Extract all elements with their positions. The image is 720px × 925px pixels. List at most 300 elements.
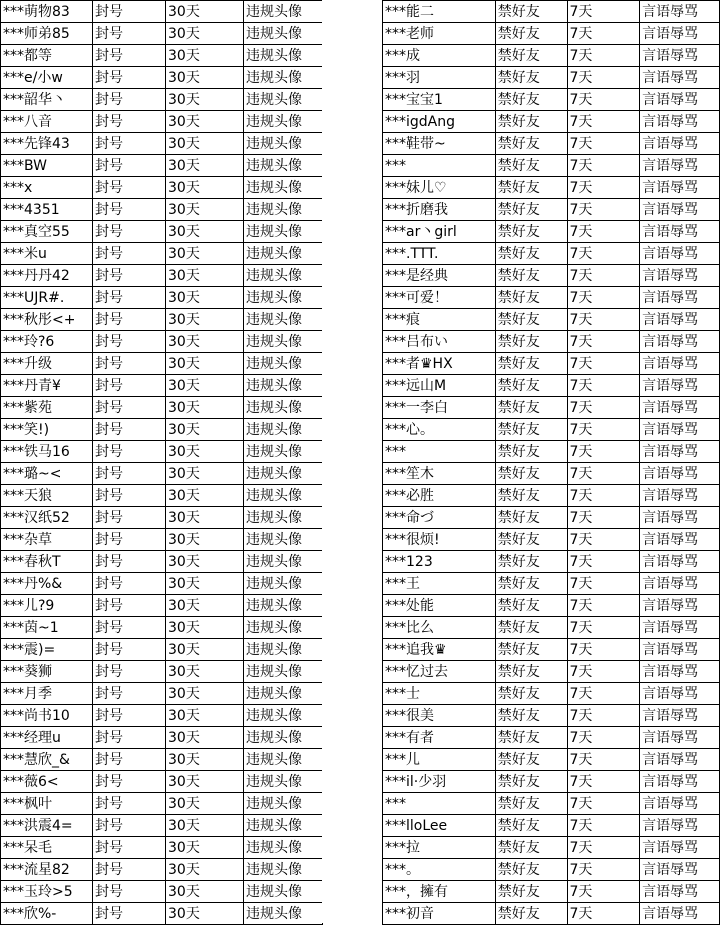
username-cell[interactable]: ***拉 [383, 837, 496, 859]
username-cell[interactable]: ***璐~< [1, 463, 93, 485]
penalty-type-cell[interactable]: 封号 [93, 23, 166, 45]
duration-cell[interactable]: 30天 [166, 111, 244, 133]
duration-cell[interactable]: 7天 [567, 265, 640, 287]
penalty-type-cell[interactable]: 封号 [93, 815, 166, 837]
duration-cell[interactable]: 30天 [166, 529, 244, 551]
username-cell[interactable]: ***远山M [383, 375, 496, 397]
username-cell[interactable]: ***123 [383, 551, 496, 573]
penalty-type-cell[interactable]: 禁好友 [495, 727, 567, 749]
reason-cell[interactable]: 言语辱骂 [640, 881, 720, 903]
penalty-type-cell[interactable]: 封号 [93, 177, 166, 199]
penalty-type-cell[interactable]: 封号 [93, 749, 166, 771]
reason-cell[interactable]: 言语辱骂 [640, 397, 720, 419]
duration-cell[interactable]: 7天 [567, 111, 640, 133]
username-cell[interactable]: ***米u [1, 243, 93, 265]
username-cell[interactable]: ***流星82 [1, 859, 93, 881]
reason-cell[interactable]: 违规头像 [244, 595, 323, 617]
reason-cell[interactable]: 言语辱骂 [640, 1, 720, 23]
username-cell[interactable]: *** [383, 441, 496, 463]
duration-cell[interactable]: 7天 [567, 463, 640, 485]
penalty-type-cell[interactable]: 封号 [93, 397, 166, 419]
username-cell[interactable]: ***比么 [383, 617, 496, 639]
username-cell[interactable]: ***处能 [383, 595, 496, 617]
penalty-type-cell[interactable]: 封号 [93, 287, 166, 309]
username-cell[interactable]: ***真空55 [1, 221, 93, 243]
reason-cell[interactable]: 违规头像 [244, 67, 323, 89]
penalty-type-cell[interactable]: 封号 [93, 551, 166, 573]
reason-cell[interactable]: 违规头像 [244, 243, 323, 265]
penalty-type-cell[interactable]: 禁好友 [495, 705, 567, 727]
username-cell[interactable]: *** [383, 155, 496, 177]
reason-cell[interactable]: 言语辱骂 [640, 683, 720, 705]
duration-cell[interactable]: 30天 [166, 705, 244, 727]
penalty-type-cell[interactable]: 封号 [93, 595, 166, 617]
username-cell[interactable]: ***初音 [383, 903, 496, 925]
reason-cell[interactable]: 违规头像 [244, 375, 323, 397]
duration-cell[interactable]: 7天 [567, 837, 640, 859]
username-cell[interactable]: ***鞋带~ [383, 133, 496, 155]
reason-cell[interactable]: 言语辱骂 [640, 529, 720, 551]
duration-cell[interactable]: 7天 [567, 331, 640, 353]
reason-cell[interactable]: 违规头像 [244, 793, 323, 815]
reason-cell[interactable]: 言语辱骂 [640, 771, 720, 793]
duration-cell[interactable]: 30天 [166, 441, 244, 463]
reason-cell[interactable]: 违规头像 [244, 177, 323, 199]
username-cell[interactable]: ***王 [383, 573, 496, 595]
duration-cell[interactable]: 30天 [166, 243, 244, 265]
duration-cell[interactable]: 30天 [166, 551, 244, 573]
duration-cell[interactable]: 7天 [567, 397, 640, 419]
penalty-type-cell[interactable]: 禁好友 [495, 1, 567, 23]
duration-cell[interactable]: 30天 [166, 45, 244, 67]
username-cell[interactable]: ***经理u [1, 727, 93, 749]
reason-cell[interactable]: 言语辱骂 [640, 705, 720, 727]
duration-cell[interactable]: 7天 [567, 749, 640, 771]
duration-cell[interactable]: 30天 [166, 463, 244, 485]
reason-cell[interactable]: 违规头像 [244, 573, 323, 595]
penalty-type-cell[interactable]: 禁好友 [495, 881, 567, 903]
penalty-type-cell[interactable]: 禁好友 [495, 815, 567, 837]
username-cell[interactable]: ***命づ [383, 507, 496, 529]
reason-cell[interactable]: 言语辱骂 [640, 793, 720, 815]
username-cell[interactable]: ***尚书10 [1, 705, 93, 727]
reason-cell[interactable]: 言语辱骂 [640, 903, 720, 925]
username-cell[interactable]: ***震)= [1, 639, 93, 661]
username-cell[interactable]: ***儿 [383, 749, 496, 771]
duration-cell[interactable]: 7天 [567, 155, 640, 177]
duration-cell[interactable]: 30天 [166, 837, 244, 859]
duration-cell[interactable]: 30天 [166, 1, 244, 23]
username-cell[interactable]: ***老师 [383, 23, 496, 45]
penalty-type-cell[interactable]: 封号 [93, 771, 166, 793]
penalty-type-cell[interactable]: 禁好友 [495, 397, 567, 419]
penalty-type-cell[interactable]: 禁好友 [495, 441, 567, 463]
duration-cell[interactable]: 7天 [567, 133, 640, 155]
duration-cell[interactable]: 7天 [567, 419, 640, 441]
duration-cell[interactable]: 30天 [166, 419, 244, 441]
penalty-type-cell[interactable]: 禁好友 [495, 309, 567, 331]
username-cell[interactable]: ***宝宝1 [383, 89, 496, 111]
penalty-type-cell[interactable]: 禁好友 [495, 45, 567, 67]
duration-cell[interactable]: 30天 [166, 749, 244, 771]
penalty-type-cell[interactable]: 封号 [93, 683, 166, 705]
penalty-type-cell[interactable]: 禁好友 [495, 793, 567, 815]
username-cell[interactable]: ***洪震4= [1, 815, 93, 837]
reason-cell[interactable]: 违规头像 [244, 265, 323, 287]
duration-cell[interactable]: 30天 [166, 353, 244, 375]
reason-cell[interactable]: 言语辱骂 [640, 133, 720, 155]
reason-cell[interactable]: 违规头像 [244, 309, 323, 331]
penalty-type-cell[interactable]: 禁好友 [495, 661, 567, 683]
duration-cell[interactable]: 7天 [567, 881, 640, 903]
username-cell[interactable]: ***必胜 [383, 485, 496, 507]
penalty-type-cell[interactable]: 封号 [93, 353, 166, 375]
reason-cell[interactable]: 言语辱骂 [640, 353, 720, 375]
penalty-type-cell[interactable]: 封号 [93, 727, 166, 749]
duration-cell[interactable]: 7天 [567, 485, 640, 507]
reason-cell[interactable]: 言语辱骂 [640, 859, 720, 881]
duration-cell[interactable]: 30天 [166, 507, 244, 529]
penalty-type-cell[interactable]: 封号 [93, 375, 166, 397]
username-cell[interactable]: ***羽 [383, 67, 496, 89]
duration-cell[interactable]: 30天 [166, 661, 244, 683]
username-cell[interactable]: ***il·少羽 [383, 771, 496, 793]
reason-cell[interactable]: 违规头像 [244, 881, 323, 903]
penalty-type-cell[interactable]: 封号 [93, 705, 166, 727]
reason-cell[interactable]: 违规头像 [244, 463, 323, 485]
penalty-type-cell[interactable]: 禁好友 [495, 89, 567, 111]
reason-cell[interactable]: 违规头像 [244, 749, 323, 771]
penalty-type-cell[interactable]: 禁好友 [495, 683, 567, 705]
duration-cell[interactable]: 30天 [166, 903, 244, 925]
reason-cell[interactable]: 违规头像 [244, 771, 323, 793]
penalty-type-cell[interactable]: 封号 [93, 903, 166, 925]
reason-cell[interactable]: 违规头像 [244, 111, 323, 133]
duration-cell[interactable]: 7天 [567, 903, 640, 925]
username-cell[interactable]: *** [383, 793, 496, 815]
username-cell[interactable]: ***枫叶 [1, 793, 93, 815]
penalty-type-cell[interactable]: 禁好友 [495, 485, 567, 507]
duration-cell[interactable]: 7天 [567, 243, 640, 265]
reason-cell[interactable]: 违规头像 [244, 1, 323, 23]
reason-cell[interactable]: 言语辱骂 [640, 331, 720, 353]
duration-cell[interactable]: 30天 [166, 397, 244, 419]
duration-cell[interactable]: 30天 [166, 309, 244, 331]
reason-cell[interactable]: 言语辱骂 [640, 309, 720, 331]
penalty-type-cell[interactable]: 禁好友 [495, 199, 567, 221]
username-cell[interactable]: ***有者 [383, 727, 496, 749]
reason-cell[interactable]: 言语辱骂 [640, 463, 720, 485]
username-cell[interactable]: ***铁马16 [1, 441, 93, 463]
username-cell[interactable]: ***4351 [1, 199, 93, 221]
penalty-type-cell[interactable]: 封号 [93, 133, 166, 155]
username-cell[interactable]: ***一李白 [383, 397, 496, 419]
penalty-type-cell[interactable]: 封号 [93, 67, 166, 89]
duration-cell[interactable]: 30天 [166, 859, 244, 881]
reason-cell[interactable]: 言语辱骂 [640, 441, 720, 463]
duration-cell[interactable]: 30天 [166, 617, 244, 639]
reason-cell[interactable]: 言语辱骂 [640, 551, 720, 573]
reason-cell[interactable]: 言语辱骂 [640, 661, 720, 683]
username-cell[interactable]: ***天狼 [1, 485, 93, 507]
penalty-type-cell[interactable]: 封号 [93, 155, 166, 177]
penalty-type-cell[interactable]: 封号 [93, 265, 166, 287]
penalty-type-cell[interactable]: 封号 [93, 859, 166, 881]
reason-cell[interactable]: 言语辱骂 [640, 265, 720, 287]
penalty-type-cell[interactable]: 禁好友 [495, 419, 567, 441]
penalty-type-cell[interactable]: 封号 [93, 639, 166, 661]
penalty-type-cell[interactable]: 封号 [93, 89, 166, 111]
reason-cell[interactable]: 言语辱骂 [640, 617, 720, 639]
username-cell[interactable]: ***，擁有 [383, 881, 496, 903]
username-cell[interactable]: ***BW [1, 155, 93, 177]
penalty-type-cell[interactable]: 封号 [93, 661, 166, 683]
penalty-type-cell[interactable]: 禁好友 [495, 749, 567, 771]
username-cell[interactable]: ***可爱！ [383, 287, 496, 309]
reason-cell[interactable]: 言语辱骂 [640, 727, 720, 749]
reason-cell[interactable]: 言语辱骂 [640, 639, 720, 661]
username-cell[interactable]: ***升级 [1, 353, 93, 375]
penalty-type-cell[interactable]: 封号 [93, 573, 166, 595]
reason-cell[interactable]: 言语辱骂 [640, 243, 720, 265]
penalty-type-cell[interactable]: 禁好友 [495, 353, 567, 375]
reason-cell[interactable]: 言语辱骂 [640, 67, 720, 89]
duration-cell[interactable]: 7天 [567, 287, 640, 309]
reason-cell[interactable]: 违规头像 [244, 441, 323, 463]
reason-cell[interactable]: 违规头像 [244, 727, 323, 749]
penalty-type-cell[interactable]: 禁好友 [495, 287, 567, 309]
duration-cell[interactable]: 30天 [166, 155, 244, 177]
penalty-type-cell[interactable]: 禁好友 [495, 771, 567, 793]
penalty-type-cell[interactable]: 封号 [93, 881, 166, 903]
duration-cell[interactable]: 30天 [166, 221, 244, 243]
reason-cell[interactable]: 言语辱骂 [640, 815, 720, 837]
username-cell[interactable]: ***秋彤<+ [1, 309, 93, 331]
username-cell[interactable]: ***萌物83 [1, 1, 93, 23]
username-cell[interactable]: ***。 [383, 859, 496, 881]
reason-cell[interactable]: 违规头像 [244, 45, 323, 67]
reason-cell[interactable]: 言语辱骂 [640, 23, 720, 45]
duration-cell[interactable]: 30天 [166, 287, 244, 309]
duration-cell[interactable]: 7天 [567, 793, 640, 815]
username-cell[interactable]: ***UJR#. [1, 287, 93, 309]
username-cell[interactable]: ***笙木 [383, 463, 496, 485]
username-cell[interactable]: ***茵~1 [1, 617, 93, 639]
reason-cell[interactable]: 言语辱骂 [640, 45, 720, 67]
reason-cell[interactable]: 违规头像 [244, 639, 323, 661]
reason-cell[interactable]: 言语辱骂 [640, 89, 720, 111]
username-cell[interactable]: ***忆过去 [383, 661, 496, 683]
penalty-type-cell[interactable]: 禁好友 [495, 155, 567, 177]
duration-cell[interactable]: 7天 [567, 551, 640, 573]
duration-cell[interactable]: 30天 [166, 727, 244, 749]
username-cell[interactable]: ***八音 [1, 111, 93, 133]
reason-cell[interactable]: 违规头像 [244, 221, 323, 243]
username-cell[interactable]: ***杂草 [1, 529, 93, 551]
duration-cell[interactable]: 30天 [166, 793, 244, 815]
reason-cell[interactable]: 违规头像 [244, 507, 323, 529]
penalty-type-cell[interactable]: 封号 [93, 243, 166, 265]
username-cell[interactable]: ***士 [383, 683, 496, 705]
reason-cell[interactable]: 违规头像 [244, 661, 323, 683]
username-cell[interactable]: ***心。 [383, 419, 496, 441]
username-cell[interactable]: ***能二 [383, 1, 496, 23]
penalty-type-cell[interactable]: 封号 [93, 837, 166, 859]
penalty-type-cell[interactable]: 封号 [93, 793, 166, 815]
reason-cell[interactable]: 违规头像 [244, 815, 323, 837]
duration-cell[interactable]: 30天 [166, 331, 244, 353]
penalty-type-cell[interactable]: 禁好友 [495, 507, 567, 529]
username-cell[interactable]: ***丹青¥ [1, 375, 93, 397]
username-cell[interactable]: ***慧欣_& [1, 749, 93, 771]
penalty-type-cell[interactable]: 禁好友 [495, 529, 567, 551]
penalty-type-cell[interactable]: 禁好友 [495, 837, 567, 859]
username-cell[interactable]: ***欣%- [1, 903, 93, 925]
reason-cell[interactable]: 言语辱骂 [640, 573, 720, 595]
penalty-type-cell[interactable]: 封号 [93, 441, 166, 463]
duration-cell[interactable]: 30天 [166, 199, 244, 221]
username-cell[interactable]: ***igdAng [383, 111, 496, 133]
reason-cell[interactable]: 违规头像 [244, 551, 323, 573]
penalty-type-cell[interactable]: 禁好友 [495, 177, 567, 199]
username-cell[interactable]: ***玉玲>5 [1, 881, 93, 903]
penalty-type-cell[interactable]: 封号 [93, 529, 166, 551]
reason-cell[interactable]: 违规头像 [244, 859, 323, 881]
reason-cell[interactable]: 言语辱骂 [640, 507, 720, 529]
username-cell[interactable]: ***.TTT. [383, 243, 496, 265]
reason-cell[interactable]: 违规头像 [244, 23, 323, 45]
duration-cell[interactable]: 7天 [567, 221, 640, 243]
duration-cell[interactable]: 7天 [567, 683, 640, 705]
reason-cell[interactable]: 违规头像 [244, 331, 323, 353]
reason-cell[interactable]: 言语辱骂 [640, 595, 720, 617]
reason-cell[interactable]: 言语辱骂 [640, 485, 720, 507]
reason-cell[interactable]: 违规头像 [244, 529, 323, 551]
penalty-type-cell[interactable]: 封号 [93, 617, 166, 639]
duration-cell[interactable]: 7天 [567, 441, 640, 463]
penalty-type-cell[interactable]: 禁好友 [495, 595, 567, 617]
penalty-type-cell[interactable]: 封号 [93, 45, 166, 67]
penalty-type-cell[interactable]: 封号 [93, 309, 166, 331]
penalty-type-cell[interactable]: 禁好友 [495, 67, 567, 89]
penalty-type-cell[interactable]: 禁好友 [495, 265, 567, 287]
reason-cell[interactable]: 言语辱骂 [640, 111, 720, 133]
penalty-type-cell[interactable]: 封号 [93, 507, 166, 529]
penalty-type-cell[interactable]: 禁好友 [495, 573, 567, 595]
reason-cell[interactable]: 言语辱骂 [640, 749, 720, 771]
reason-cell[interactable]: 言语辱骂 [640, 177, 720, 199]
reason-cell[interactable]: 违规头像 [244, 837, 323, 859]
duration-cell[interactable]: 7天 [567, 177, 640, 199]
username-cell[interactable]: ***成 [383, 45, 496, 67]
duration-cell[interactable]: 7天 [567, 89, 640, 111]
username-cell[interactable]: ***笑!) [1, 419, 93, 441]
penalty-type-cell[interactable]: 封号 [93, 419, 166, 441]
penalty-type-cell[interactable]: 禁好友 [495, 903, 567, 925]
duration-cell[interactable]: 7天 [567, 617, 640, 639]
reason-cell[interactable]: 违规头像 [244, 705, 323, 727]
reason-cell[interactable]: 违规头像 [244, 903, 323, 925]
username-cell[interactable]: ***呆毛 [1, 837, 93, 859]
username-cell[interactable]: ***x [1, 177, 93, 199]
duration-cell[interactable]: 30天 [166, 595, 244, 617]
duration-cell[interactable]: 7天 [567, 199, 640, 221]
duration-cell[interactable]: 30天 [166, 89, 244, 111]
duration-cell[interactable]: 30天 [166, 133, 244, 155]
username-cell[interactable]: ***月季 [1, 683, 93, 705]
duration-cell[interactable]: 30天 [166, 177, 244, 199]
username-cell[interactable]: ***玲?6 [1, 331, 93, 353]
duration-cell[interactable]: 30天 [166, 265, 244, 287]
duration-cell[interactable]: 30天 [166, 573, 244, 595]
username-cell[interactable]: ***lloLee [383, 815, 496, 837]
penalty-type-cell[interactable]: 禁好友 [495, 551, 567, 573]
penalty-type-cell[interactable]: 禁好友 [495, 133, 567, 155]
username-cell[interactable]: ***追我♛ [383, 639, 496, 661]
username-cell[interactable]: ***痕 [383, 309, 496, 331]
reason-cell[interactable]: 言语辱骂 [640, 199, 720, 221]
penalty-type-cell[interactable]: 封号 [93, 221, 166, 243]
duration-cell[interactable]: 7天 [567, 309, 640, 331]
reason-cell[interactable]: 违规头像 [244, 353, 323, 375]
duration-cell[interactable]: 7天 [567, 1, 640, 23]
username-cell[interactable]: ***很美 [383, 705, 496, 727]
username-cell[interactable]: ***妹儿♡ [383, 177, 496, 199]
username-cell[interactable]: ***先锋43 [1, 133, 93, 155]
duration-cell[interactable]: 7天 [567, 573, 640, 595]
reason-cell[interactable]: 违规头像 [244, 155, 323, 177]
reason-cell[interactable]: 言语辱骂 [640, 221, 720, 243]
username-cell[interactable]: ***很烦! [383, 529, 496, 551]
duration-cell[interactable]: 7天 [567, 639, 640, 661]
penalty-type-cell[interactable]: 禁好友 [495, 331, 567, 353]
penalty-type-cell[interactable]: 禁好友 [495, 617, 567, 639]
reason-cell[interactable]: 言语辱骂 [640, 419, 720, 441]
reason-cell[interactable]: 违规头像 [244, 683, 323, 705]
duration-cell[interactable]: 7天 [567, 67, 640, 89]
username-cell[interactable]: ***韶华丶 [1, 89, 93, 111]
username-cell[interactable]: ***是经典 [383, 265, 496, 287]
username-cell[interactable]: ***师弟85 [1, 23, 93, 45]
penalty-type-cell[interactable]: 封号 [93, 331, 166, 353]
reason-cell[interactable]: 违规头像 [244, 397, 323, 419]
duration-cell[interactable]: 30天 [166, 67, 244, 89]
duration-cell[interactable]: 7天 [567, 661, 640, 683]
duration-cell[interactable]: 30天 [166, 815, 244, 837]
reason-cell[interactable]: 言语辱骂 [640, 837, 720, 859]
username-cell[interactable]: ***葵狮 [1, 661, 93, 683]
penalty-type-cell[interactable]: 封号 [93, 485, 166, 507]
penalty-type-cell[interactable]: 封号 [93, 1, 166, 23]
username-cell[interactable]: ***丹%& [1, 573, 93, 595]
username-cell[interactable]: ***者♛HX [383, 353, 496, 375]
username-cell[interactable]: ***e/小w [1, 67, 93, 89]
reason-cell[interactable]: 违规头像 [244, 199, 323, 221]
duration-cell[interactable]: 30天 [166, 375, 244, 397]
reason-cell[interactable]: 违规头像 [244, 133, 323, 155]
penalty-type-cell[interactable]: 封号 [93, 199, 166, 221]
username-cell[interactable]: ***薇6< [1, 771, 93, 793]
penalty-type-cell[interactable]: 禁好友 [495, 23, 567, 45]
username-cell[interactable]: ***折磨我 [383, 199, 496, 221]
username-cell[interactable]: ***都等 [1, 45, 93, 67]
username-cell[interactable]: ***吕布い [383, 331, 496, 353]
duration-cell[interactable]: 7天 [567, 353, 640, 375]
penalty-type-cell[interactable]: 禁好友 [495, 463, 567, 485]
duration-cell[interactable]: 7天 [567, 815, 640, 837]
reason-cell[interactable]: 言语辱骂 [640, 155, 720, 177]
duration-cell[interactable]: 30天 [166, 771, 244, 793]
